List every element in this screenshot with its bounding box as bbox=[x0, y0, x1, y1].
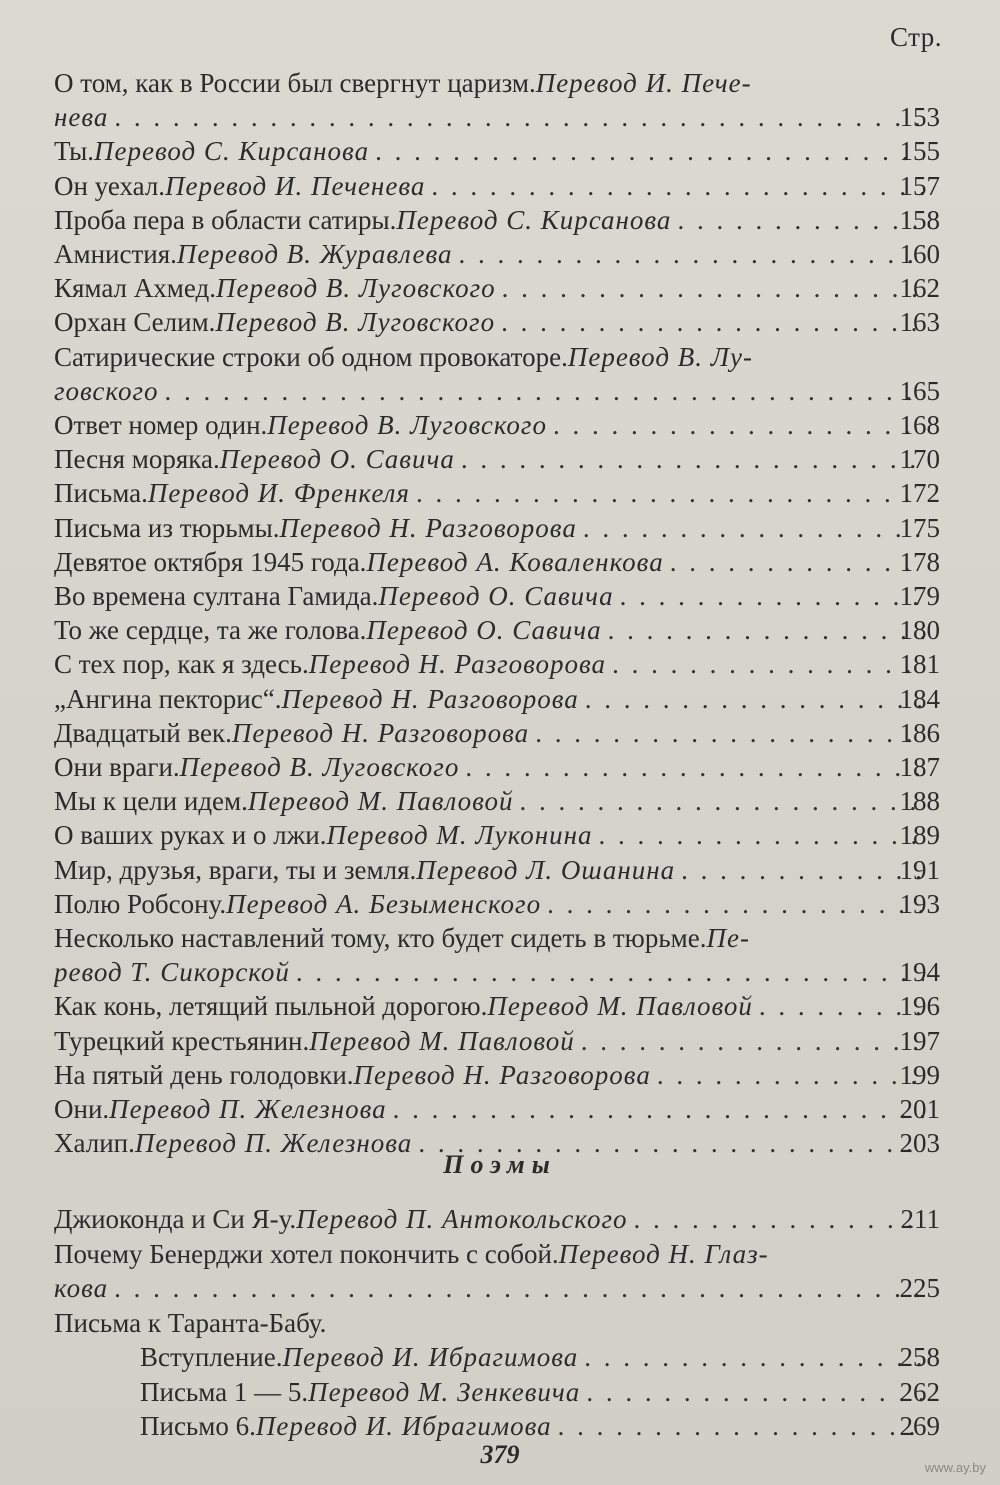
entry-title: Песня моряка. bbox=[54, 444, 220, 475]
entry-title-line bbox=[54, 853, 924, 887]
entry-translator: Перевод П. Железнова bbox=[134, 1128, 413, 1159]
entry-translator: Перевод С. Кирсанова bbox=[94, 136, 370, 167]
leader-dots bbox=[459, 750, 924, 784]
entry-translator: Перевод В. Лу- bbox=[567, 341, 753, 372]
leader-dots bbox=[496, 271, 924, 305]
entry-title: Ты. bbox=[54, 136, 95, 167]
leader-dots bbox=[513, 784, 924, 818]
entry-title: Во времена султана Гамида. bbox=[54, 581, 379, 611]
entry-page-number: 201 bbox=[899, 1094, 940, 1124]
entry-title-line bbox=[54, 1306, 924, 1340]
leader-dots bbox=[410, 476, 924, 510]
leader-dots bbox=[495, 305, 924, 339]
entry-title-line bbox=[54, 613, 924, 647]
entry-translator: Перевод М. Павловой bbox=[487, 991, 753, 1022]
entry-page-number: 189 bbox=[899, 820, 940, 851]
leader-dots bbox=[541, 887, 924, 921]
entry-page-number: 160 bbox=[899, 239, 940, 269]
entry-title: То же сердце, та же голова. bbox=[54, 615, 367, 646]
entry-translator: Перевод Л. Ошанина bbox=[416, 854, 676, 885]
entry-translator: Перевод А. Коваленкова bbox=[366, 546, 664, 577]
entry-page-number: 162 bbox=[899, 273, 940, 304]
entry-page-number: 258 bbox=[899, 1342, 940, 1372]
entry-translator: Перевод В. Луговского bbox=[179, 752, 460, 782]
entry-title: Мир, друзья, враги, ты и земля. bbox=[54, 854, 417, 885]
entry-title-line bbox=[54, 340, 924, 374]
entry-translator: Перевод Н. Разговорова bbox=[281, 683, 579, 714]
entry-translator: говского bbox=[54, 375, 159, 406]
entry-title: Кямал Ахмед. bbox=[54, 273, 216, 304]
entry-title-line bbox=[54, 1202, 924, 1236]
entry-page-number: 184 bbox=[899, 683, 940, 714]
entry-title: Девятое октября 1945 года. bbox=[54, 546, 367, 577]
entry-title-line bbox=[140, 1375, 924, 1409]
leader-dots bbox=[387, 1092, 924, 1126]
entry-title: На пятый день голодовки. bbox=[54, 1059, 354, 1090]
entry-translator: Перевод В. Луговского bbox=[267, 410, 547, 440]
entry-page-number: 197 bbox=[899, 1025, 940, 1056]
entry-page-number: 178 bbox=[899, 546, 940, 577]
entry-translator: Перевод М. Зенкевича bbox=[308, 1376, 581, 1407]
entry-title: Вступление. bbox=[140, 1342, 283, 1372]
entry-title: Письмо 6. bbox=[140, 1411, 256, 1441]
entry-title-line bbox=[54, 887, 924, 921]
entry-title-line bbox=[54, 66, 924, 100]
entry-translator: Перевод М. Павловой bbox=[309, 1025, 575, 1056]
leader-dots bbox=[529, 716, 924, 750]
entry-title-line bbox=[54, 921, 924, 955]
leader-dots bbox=[290, 955, 924, 989]
entry-page-number: 225 bbox=[899, 1273, 940, 1303]
entry-title-line bbox=[54, 750, 924, 784]
entry-title: Полю Робсону. bbox=[54, 888, 227, 919]
entry-title: Мы к цели идем. bbox=[54, 786, 248, 817]
entry-translator: Перевод В. Луговского bbox=[215, 273, 496, 304]
entry-title: Сатирические строки об одном провокаторе. bbox=[54, 341, 568, 372]
entry-page-number: 155 bbox=[899, 136, 940, 167]
entry-translator: Перевод О. Савича bbox=[378, 581, 614, 611]
entry-title-line bbox=[54, 1237, 924, 1271]
entry-title: Они. bbox=[54, 1094, 110, 1124]
entry-translator: Перевод В. Журавлева bbox=[176, 239, 453, 269]
entry-title-line bbox=[54, 305, 924, 339]
entry-title: С тех пор, как я здесь. bbox=[54, 649, 309, 680]
entry-title: Ответ номер один. bbox=[54, 410, 268, 440]
entry-page-number: 188 bbox=[899, 786, 940, 817]
entry-page-number: 153 bbox=[899, 102, 940, 133]
leader-dots bbox=[108, 100, 924, 134]
entry-translator: Перевод О. Савича bbox=[219, 444, 455, 475]
entry-translator: Перевод М. Павловой bbox=[247, 786, 514, 817]
entry-translator: Пе- bbox=[706, 923, 750, 953]
entry-title-line bbox=[54, 784, 924, 818]
entry-page-number: 180 bbox=[899, 615, 940, 646]
entry-page-number: 199 bbox=[899, 1059, 940, 1090]
entry-continuation-line bbox=[54, 374, 924, 408]
leader-dots bbox=[580, 1375, 924, 1409]
entry-title-line bbox=[54, 442, 924, 476]
entry-continuation-line bbox=[54, 100, 924, 134]
entry-translator: Перевод М. Луконина bbox=[326, 820, 593, 851]
entry-title-line bbox=[54, 1092, 924, 1126]
entry-page-number: 158 bbox=[899, 204, 940, 235]
leader-dots bbox=[547, 408, 924, 442]
leader-dots bbox=[675, 853, 924, 887]
entry-title-line bbox=[54, 203, 924, 237]
entry-title: Халип. bbox=[54, 1128, 135, 1159]
entry-translator: Перевод А. Безыменского bbox=[226, 888, 542, 919]
entry-translator: Перевод И. Ибрагимова bbox=[282, 1342, 579, 1372]
leader-dots bbox=[651, 1058, 924, 1092]
entry-page-number: 191 bbox=[899, 854, 940, 885]
entry-page-number: 172 bbox=[899, 478, 940, 509]
entry-title: Джиоконда и Си Я-у. bbox=[54, 1204, 297, 1234]
entry-title-line bbox=[54, 989, 924, 1023]
entry-title-line bbox=[140, 1409, 924, 1443]
entry-translator: Перевод Н. Разговорова bbox=[308, 649, 607, 680]
entry-page-number: 193 bbox=[899, 888, 940, 919]
entry-title-line bbox=[54, 271, 924, 305]
entry-page-number: 196 bbox=[899, 991, 940, 1022]
entry-translator: Перевод С. Кирсанова bbox=[396, 204, 672, 235]
entry-translator: Перевод П. Антокольского bbox=[296, 1204, 628, 1234]
entry-page-number: 170 bbox=[899, 444, 940, 475]
entry-title: „Ангина пекторис“. bbox=[54, 683, 282, 714]
entry-page-number: 203 bbox=[899, 1128, 940, 1159]
entry-page-number: 262 bbox=[899, 1376, 940, 1407]
page-number: 379 bbox=[480, 1440, 520, 1469]
leader-dots bbox=[579, 682, 924, 716]
entry-title-line bbox=[54, 511, 924, 545]
entry-page-number: 157 bbox=[899, 170, 940, 201]
entry-title: Он уехал. bbox=[54, 170, 166, 201]
entry-translator: Перевод И. Ибрагимова bbox=[255, 1411, 552, 1441]
entry-title: Они враги. bbox=[54, 752, 180, 782]
entry-translator: Перевод О. Савича bbox=[366, 615, 602, 646]
entry-title-line bbox=[54, 476, 924, 510]
leader-dots bbox=[628, 1202, 924, 1236]
entry-title: Как конь, летящий пыльной дорогою. bbox=[54, 991, 488, 1022]
entry-title-line bbox=[54, 134, 924, 168]
entry-title: О ваших руках и о лжи. bbox=[54, 820, 327, 851]
entry-title: Несколько наставлений тому, кто будет сидеть в тюрьме. bbox=[54, 923, 707, 953]
leader-dots bbox=[593, 818, 924, 852]
entry-page-number: 165 bbox=[899, 375, 940, 406]
entry-title: Орхан Селим. bbox=[54, 307, 216, 338]
entry-continuation-line bbox=[54, 955, 924, 989]
entry-title: Проба пера в области сатиры. bbox=[54, 204, 397, 235]
entry-page-number: 175 bbox=[899, 512, 940, 543]
leader-dots bbox=[455, 442, 924, 476]
entry-translator: Перевод Н. Разговорова bbox=[231, 717, 530, 748]
entry-title: О том, как в России был свергнут царизм. bbox=[54, 68, 536, 98]
entry-title: Письма из тюрьмы. bbox=[54, 512, 280, 543]
leader-dots bbox=[578, 1340, 924, 1374]
entry-translator: нева bbox=[54, 102, 109, 133]
entry-title: Почему Бенерджи хотел покончить с собой. bbox=[54, 1238, 559, 1269]
entry-page-number: 181 bbox=[899, 649, 940, 680]
entry-title-line bbox=[54, 579, 924, 613]
entry-translator: Перевод Н. Разговорова bbox=[353, 1059, 651, 1090]
entry-title-line bbox=[54, 1024, 924, 1058]
entry-title: Двадцатый век. bbox=[54, 717, 232, 748]
entry-title-line bbox=[140, 1340, 924, 1374]
entry-page-number: 168 bbox=[899, 410, 940, 440]
entry-translator: Перевод И. Печенева bbox=[165, 170, 426, 201]
leader-dots bbox=[369, 134, 924, 168]
page-column-header: Стр. bbox=[889, 22, 942, 52]
entry-page-number: 187 bbox=[899, 752, 940, 782]
entry-title-line bbox=[54, 408, 924, 442]
watermark: www.ay.by bbox=[924, 1460, 986, 1475]
entry-title-line bbox=[54, 682, 924, 716]
entry-title-line bbox=[54, 237, 924, 271]
entry-translator: кова bbox=[54, 1273, 109, 1303]
leader-dots bbox=[753, 989, 924, 1023]
leader-dots bbox=[552, 1409, 924, 1443]
entry-page-number: 194 bbox=[899, 957, 940, 988]
leader-dots bbox=[453, 237, 924, 271]
entry-page-number: 186 bbox=[899, 717, 940, 748]
leader-dots bbox=[108, 1271, 924, 1305]
leader-dots bbox=[606, 647, 924, 681]
leader-dots bbox=[671, 203, 924, 237]
entry-title-line bbox=[54, 647, 924, 681]
entry-title: Письма 1 — 5. bbox=[140, 1376, 309, 1407]
entry-title-line bbox=[54, 716, 924, 750]
entry-title: Письма. bbox=[54, 478, 148, 509]
section-title: Поэмы bbox=[443, 1150, 557, 1179]
entry-title: Турецкий крестьянин. bbox=[54, 1025, 310, 1056]
leader-dots bbox=[577, 511, 924, 545]
entry-page-number: 211 bbox=[900, 1204, 940, 1234]
entry-title-line bbox=[54, 818, 924, 852]
entry-translator: ревод Т. Сикорской bbox=[54, 957, 290, 988]
leader-dots bbox=[575, 1024, 924, 1058]
entry-title-line bbox=[54, 545, 924, 579]
entry-title: Амнистия. bbox=[54, 239, 177, 269]
entry-page-number: 269 bbox=[899, 1411, 940, 1441]
entry-title-line bbox=[54, 169, 924, 203]
leader-dots bbox=[425, 169, 924, 203]
entry-page-number: 163 bbox=[899, 307, 940, 338]
entry-translator: Перевод И. Пече- bbox=[535, 68, 752, 98]
leader-dots bbox=[664, 545, 924, 579]
entry-translator: Перевод В. Луговского bbox=[215, 307, 496, 338]
entry-continuation-line bbox=[54, 1271, 924, 1305]
entry-translator: Перевод Н. Глаз- bbox=[558, 1238, 769, 1269]
leader-dots bbox=[602, 613, 924, 647]
entry-title-line bbox=[54, 1058, 924, 1092]
entry-title: Письма к Таранта-Бабу. bbox=[54, 1307, 327, 1338]
leader-dots bbox=[614, 579, 924, 613]
entry-translator: Перевод И. Френкеля bbox=[147, 478, 410, 509]
entry-translator: Перевод П. Железнова bbox=[109, 1094, 387, 1124]
leader-dots bbox=[159, 374, 924, 408]
entry-translator: Перевод Н. Разговорова bbox=[279, 512, 577, 543]
entry-page-number: 179 bbox=[899, 581, 940, 611]
